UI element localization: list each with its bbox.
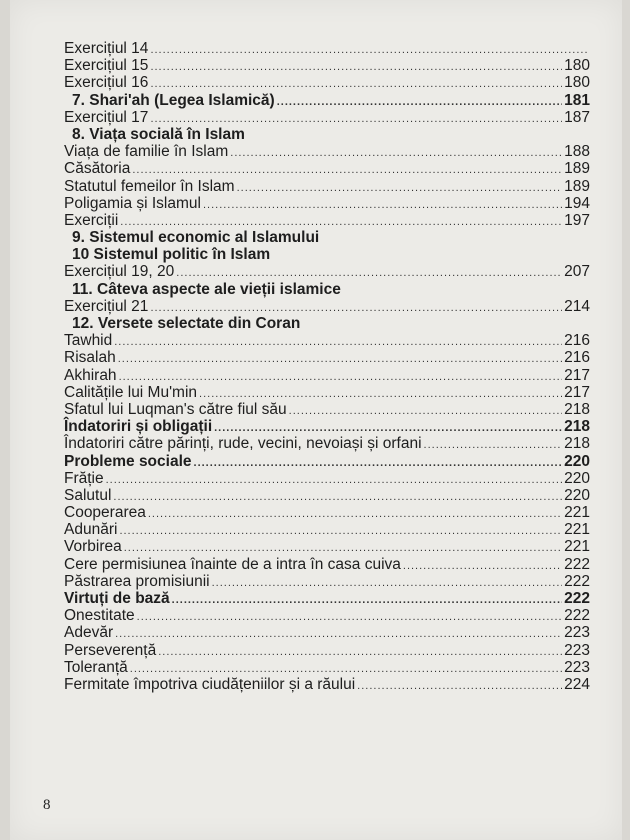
toc-chapter-heading: [64, 246, 590, 263]
toc-entry: [64, 212, 590, 229]
toc-entry-title: Adevăr: [64, 624, 114, 642]
dot-leader: [237, 180, 563, 197]
toc-page-number: 217: [564, 366, 590, 384]
toc-page-number: 189: [564, 160, 590, 178]
toc-page-number: 194: [564, 194, 590, 212]
toc-section-heading: [64, 590, 590, 607]
toc-entry: [64, 504, 590, 521]
toc-entry-title: Toleranță: [64, 658, 128, 676]
toc-entry-title: Sfatul lui Luqman's către fiul său: [64, 400, 287, 418]
toc-page-number: 222: [564, 607, 590, 625]
toc-entry-title: Vorbirea: [64, 538, 122, 556]
toc-entry: [64, 659, 590, 676]
toc-entry-title: Onestitate: [64, 607, 135, 625]
page-number: 8: [43, 797, 51, 813]
toc-entry: [64, 40, 590, 57]
toc-entry-title: Probleme sociale: [64, 452, 192, 470]
toc-entry-title: Virtuți de bază: [64, 590, 170, 607]
toc-entry: [64, 298, 590, 315]
toc-entry: [64, 573, 590, 590]
toc-entry: [64, 367, 590, 384]
dot-leader: [424, 437, 563, 454]
toc-chapter-heading: [64, 315, 590, 332]
toc-page-number: 218: [564, 435, 590, 453]
toc-entry: [64, 178, 590, 195]
toc-entry: [64, 676, 590, 693]
dot-leader: [150, 42, 588, 59]
toc-page-number: 180: [564, 57, 590, 75]
toc-entry-title: Frăție: [64, 469, 104, 487]
toc-entry: [64, 143, 590, 160]
toc-page-number: 223: [564, 658, 590, 676]
toc-entry-title: Cooperarea: [64, 504, 146, 522]
toc-entry-title: 10 Sistemul politic în Islam: [72, 246, 271, 264]
toc-entry: [64, 624, 590, 641]
toc-page-number: 214: [564, 297, 590, 315]
toc-entry-title: Cere permisiunea înainte de a intra în casa cuiva: [64, 555, 401, 573]
toc-entry-title: Risalah: [64, 349, 116, 367]
toc-chapter-heading: [64, 229, 590, 246]
dot-leader: [113, 489, 562, 506]
toc-page-number: 224: [564, 675, 590, 693]
dot-leader: [118, 351, 562, 368]
toc-section-heading: [64, 418, 590, 435]
toc-page-number: 221: [564, 538, 590, 556]
dot-leader: [150, 59, 562, 76]
toc-entry: [64, 332, 590, 349]
toc-page-number: 222: [564, 590, 590, 607]
toc-entry-title: Exercițiul 15: [64, 57, 149, 75]
toc-page-number: 218: [564, 400, 590, 418]
toc-entry: [64, 521, 590, 538]
toc-entry-title: Perseverență: [64, 641, 157, 659]
toc-page-number: 180: [564, 74, 590, 92]
toc-page-number: 221: [564, 504, 590, 522]
toc-entry: [64, 556, 590, 573]
toc-entry: [64, 57, 590, 74]
toc-page-number: 221: [564, 521, 590, 539]
toc-chapter-heading: [64, 126, 590, 143]
toc-entry-title: 11. Câteva aspecte ale vieții islamice: [72, 280, 341, 298]
toc-entry-title: Exercițiul 21: [64, 297, 149, 315]
toc-entry: [64, 109, 590, 126]
toc-entry-title: 8. Viața socială în Islam: [72, 125, 245, 143]
toc-entry: [64, 607, 590, 624]
dot-leader: [230, 145, 562, 162]
toc-page-number: 220: [564, 486, 590, 504]
toc-entry-title: Căsătoria: [64, 160, 131, 178]
toc-entry: [64, 538, 590, 555]
dot-leader: [119, 523, 562, 540]
toc-entry-title: Păstrarea promisiunii: [64, 572, 210, 590]
toc-entry-title: Exercițiul 17: [64, 108, 149, 126]
toc-entry-title: 7. Shari'ah (Legea Islamică): [72, 91, 275, 109]
toc-entry-title: Adunări: [64, 521, 118, 539]
toc-chapter-heading: [64, 281, 590, 298]
toc-entry-title: Calitățile lui Mu'min: [64, 383, 198, 401]
toc-page-number: 218: [564, 418, 590, 436]
toc-page-number: 223: [564, 641, 590, 659]
toc-page-number: 222: [564, 555, 590, 573]
dot-leader: [106, 472, 563, 489]
dot-leader: [357, 678, 562, 695]
dot-leader: [172, 592, 562, 609]
dot-leader: [277, 94, 562, 111]
toc-entry: [64, 401, 590, 418]
toc-section-heading: [64, 453, 590, 470]
toc-entry: [64, 195, 590, 212]
toc-entry-title: Tawhid: [64, 332, 113, 350]
toc-entry: [64, 263, 590, 280]
toc-page-number: 220: [564, 469, 590, 487]
toc-page-number: 216: [564, 332, 590, 350]
toc-page-number: 222: [564, 572, 590, 590]
toc-entry-title: Exercițiul 16: [64, 74, 149, 92]
toc-entry-title: Poligamia și Islamul: [64, 194, 201, 212]
dot-leader: [403, 558, 562, 575]
dot-leader: [289, 403, 562, 420]
toc-entry-title: 9. Sistemul economic al Islamului: [72, 229, 320, 247]
toc-entry-title: Akhirah: [64, 366, 117, 384]
toc-entry-title: 12. Versete selectate din Coran: [72, 315, 301, 332]
dot-leader: [137, 609, 562, 626]
toc-entry-title: Viața de familie în Islam: [64, 143, 229, 161]
toc-entry-title: Statutul femeilor în Islam: [64, 177, 235, 195]
dot-leader: [114, 334, 562, 351]
dot-leader: [158, 644, 562, 661]
toc-entry-title: Fermitate împotriva ciudățeniilor și a răului: [64, 675, 356, 693]
toc-page-number: 220: [564, 452, 590, 470]
toc-page-number: 223: [564, 624, 590, 642]
toc-page-number: 217: [564, 383, 590, 401]
toc-page-number: 197: [564, 211, 590, 229]
toc-entry: [64, 470, 590, 487]
table-of-contents: [64, 40, 590, 693]
toc-entry: [64, 487, 590, 504]
dot-leader: [194, 455, 563, 472]
toc-entry-title: Îndatoriri către părinți, rude, vecini, nevoiași și orfani: [64, 435, 422, 453]
dot-leader: [115, 626, 562, 643]
toc-entry-title: Salutul: [64, 486, 112, 504]
toc-entry: [64, 160, 590, 177]
toc-entry: [64, 74, 590, 91]
dot-leader: [212, 575, 563, 592]
toc-entry-title: Exerciții: [64, 211, 119, 229]
toc-page-number: 207: [564, 263, 590, 281]
book-page: [10, 0, 622, 840]
toc-entry-title: Îndatoriri și obligații: [64, 418, 213, 436]
dot-leader: [203, 197, 562, 214]
toc-entry: [64, 642, 590, 659]
toc-entry-title: Exercițiul 14: [64, 40, 149, 57]
toc-entry-title: Exercițiul 19, 20: [64, 263, 175, 281]
toc-page-number: 216: [564, 349, 590, 367]
toc-chapter-heading: [64, 92, 590, 109]
toc-page-number: 188: [564, 143, 590, 161]
dot-leader: [148, 506, 562, 523]
toc-entry: [64, 435, 590, 452]
toc-page-number: 189: [564, 177, 590, 195]
toc-entry: [64, 384, 590, 401]
toc-page-number: 181: [564, 91, 590, 109]
toc-page-number: 187: [564, 108, 590, 126]
toc-entry: [64, 349, 590, 366]
